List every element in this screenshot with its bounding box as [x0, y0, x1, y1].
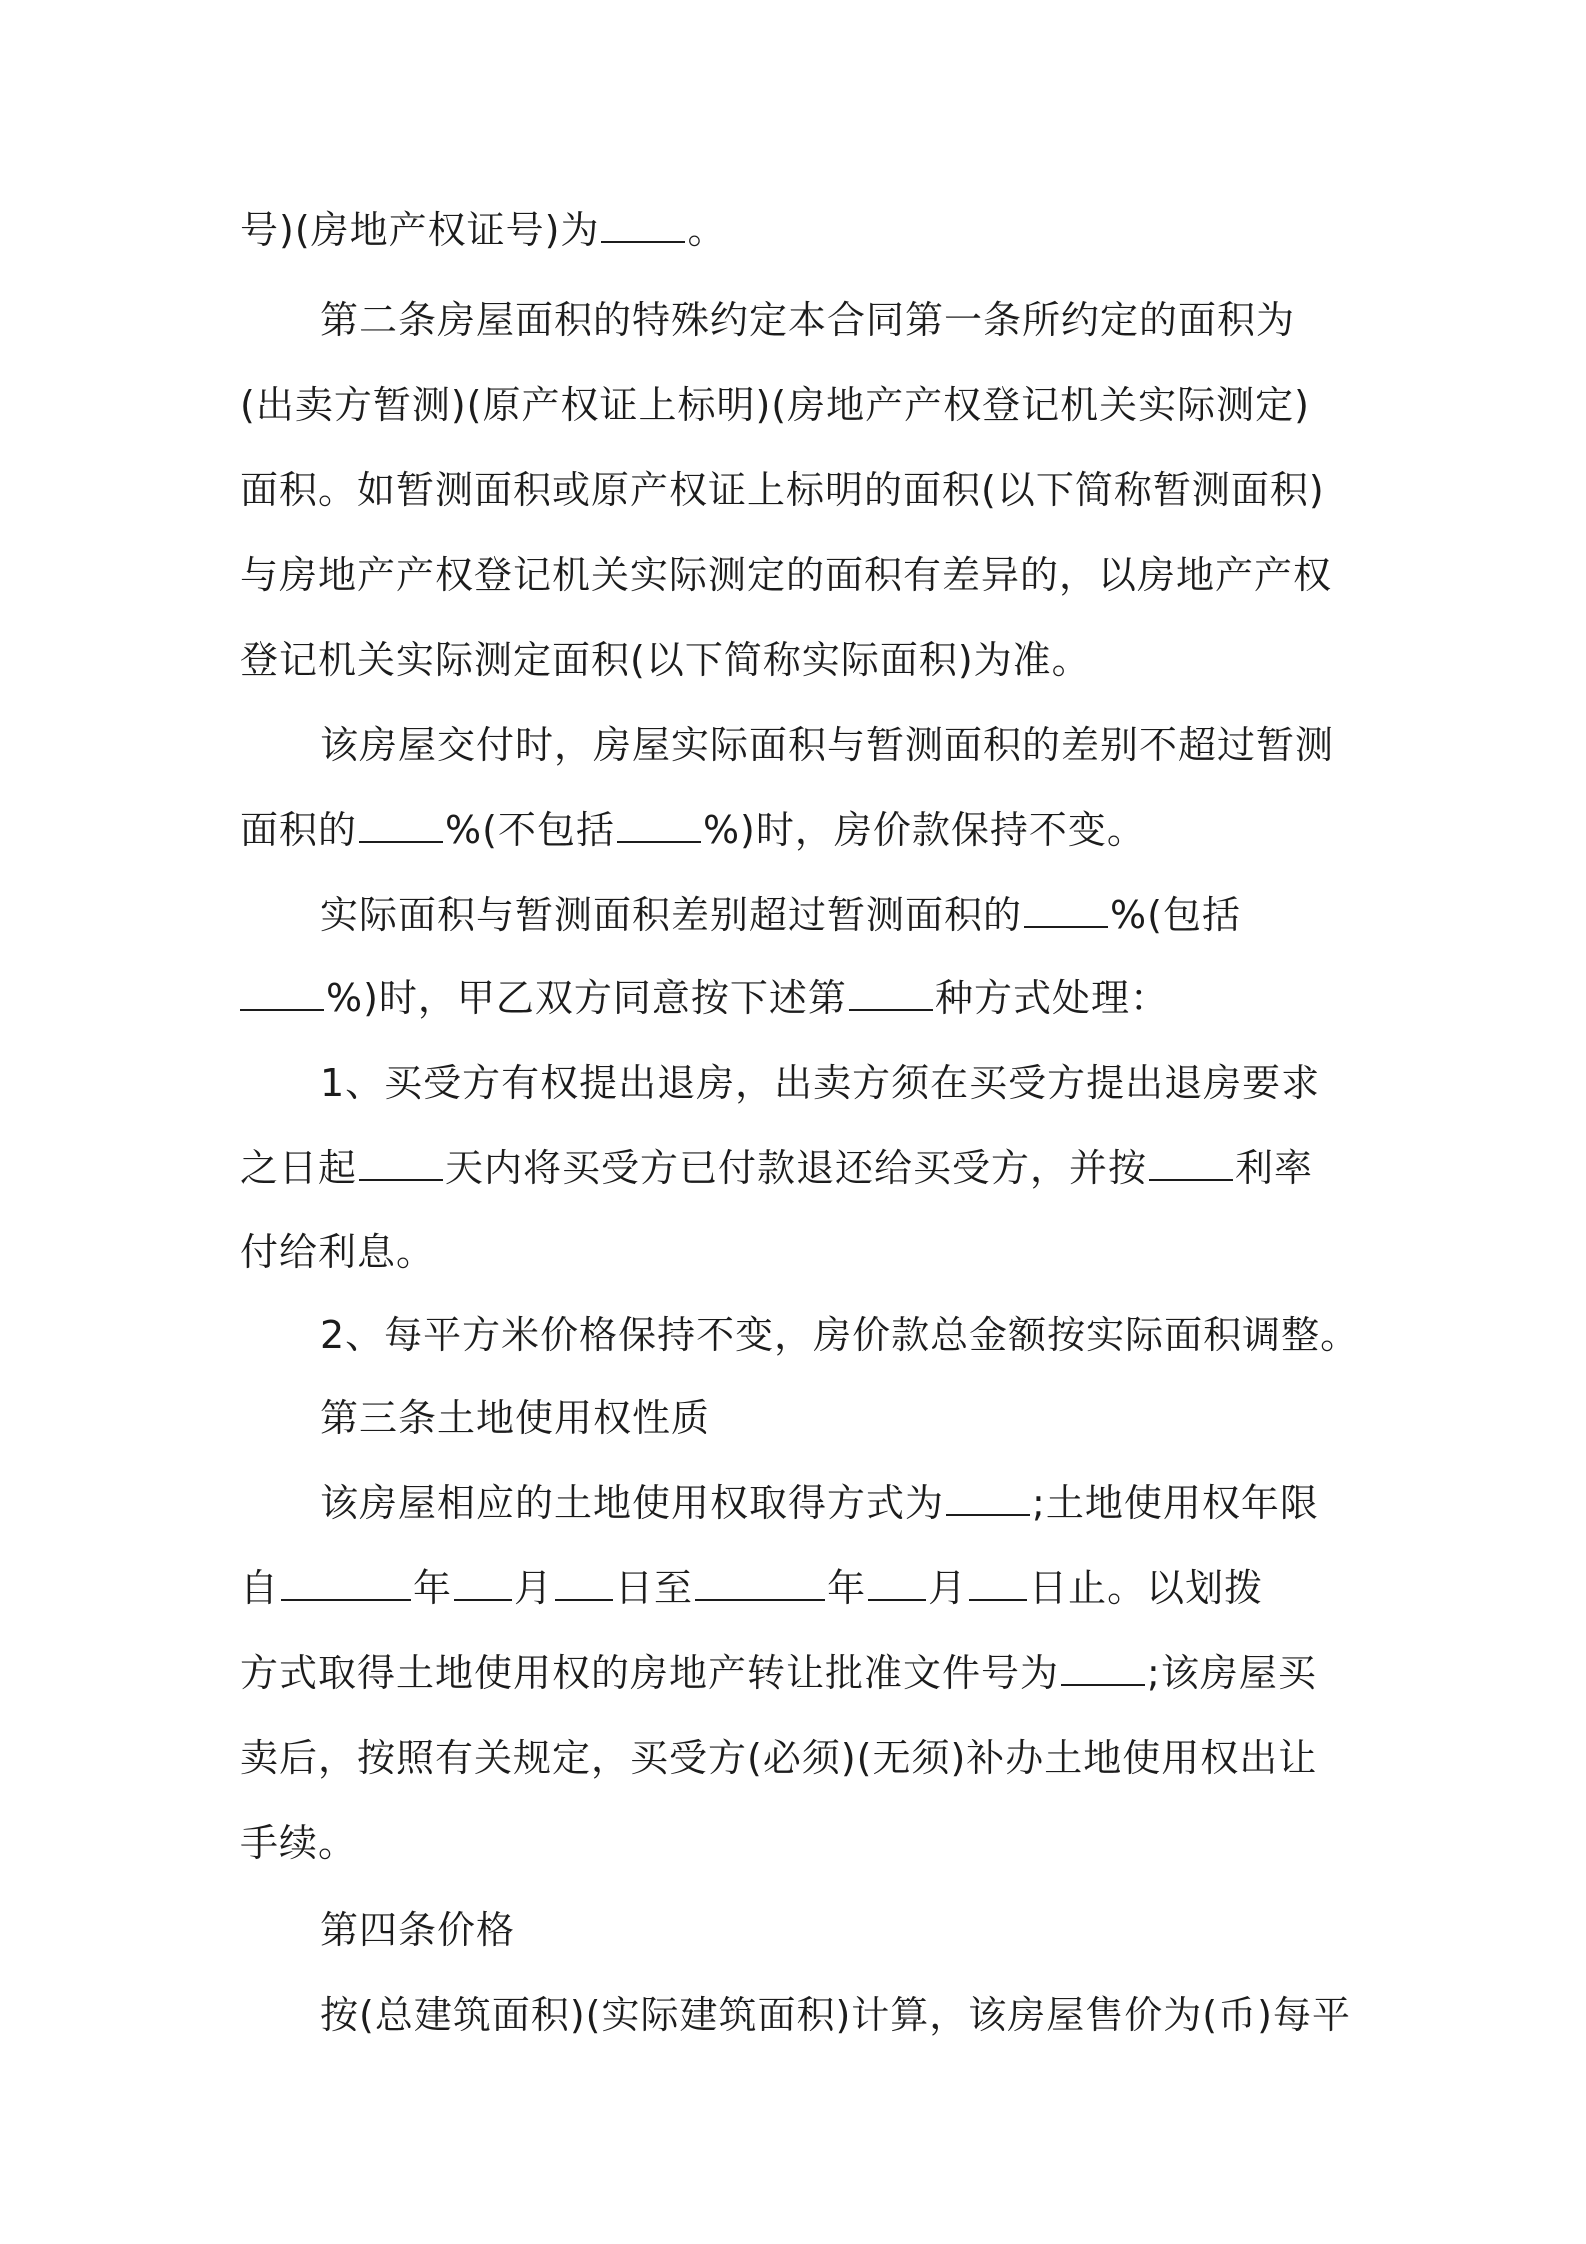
- text-line-19: 卖后，按照有关规定，买受方(必须)(无须)补办土地使用权出让: [240, 1736, 1318, 1780]
- text-line-4: 面积。如暂测面积或原产权证上标明的面积(以下简称暂测面积): [240, 468, 1325, 512]
- text-run: 自: [240, 1566, 280, 1610]
- text-line-14: 2、每平方米价格保持不变，房价款总金额按实际面积调整。: [320, 1313, 1360, 1357]
- blank-field[interactable]: [969, 1565, 1027, 1601]
- text-line-1: [240, 200, 1380, 260]
- text-run: 种方式处理：: [934, 976, 1169, 1020]
- text-run: %(不包括: [445, 808, 615, 852]
- text-run: %)时，房价款保持不变。: [702, 808, 1146, 852]
- blank-field[interactable]: [617, 807, 701, 843]
- text-run: ;该房屋买: [1147, 1651, 1317, 1695]
- text-line-10: [240, 968, 1380, 1028]
- text-line-8: [240, 800, 1380, 860]
- blank-field[interactable]: [1149, 1145, 1233, 1181]
- article-2-heading-line: 第二条房屋面积的特殊约定本合同第一条所约定的面积为: [320, 298, 1296, 342]
- blank-field[interactable]: [359, 1145, 443, 1181]
- blank-field[interactable]: [240, 975, 324, 1011]
- text-run: 利率: [1235, 1146, 1314, 1190]
- text-run: %(包括: [1110, 893, 1241, 937]
- text-run: 面积的: [240, 808, 358, 852]
- blank-field[interactable]: [555, 1565, 613, 1601]
- text-run: 方式取得土地使用权的房地产转让批准文件号为: [240, 1651, 1060, 1695]
- blank-field[interactable]: [601, 207, 685, 243]
- blank-field[interactable]: [1061, 1650, 1145, 1686]
- text-line-3: (出卖方暂测)(原产权证上标明)(房地产产权登记机关实际测定): [240, 383, 1310, 427]
- text-line-22: 按(总建筑面积)(实际建筑面积)计算，该房屋售价为(币)每平: [320, 1993, 1351, 2037]
- text-run: 实际面积与暂测面积差别超过暂测面积的: [320, 893, 1023, 937]
- text-run: 之日起: [240, 1146, 358, 1190]
- text-line-5: 与房地产产权登记机关实际测定的面积有差异的，以房地产产权: [240, 553, 1333, 597]
- text-run: 日至: [615, 1566, 694, 1610]
- text-run: 年: [413, 1566, 453, 1610]
- text-line-11: 1、买受方有权提出退房，出卖方须在买受方提出退房要求: [320, 1061, 1321, 1105]
- text-line-16: [320, 1473, 1400, 1533]
- text-run: 月: [928, 1566, 968, 1610]
- blank-field[interactable]: [946, 1480, 1030, 1516]
- blank-field[interactable]: [454, 1565, 512, 1601]
- blank-field[interactable]: [1024, 892, 1108, 928]
- text-line-17: [240, 1558, 1380, 1618]
- text-line-9: [320, 885, 1400, 945]
- text-run: 天内将买受方已付款退还给买受方，并按: [445, 1146, 1148, 1190]
- text-line-13: 付给利息。: [240, 1230, 436, 1274]
- text-run: 该房屋相应的土地使用权取得方式为: [320, 1481, 945, 1525]
- article-3-heading: 第三条土地使用权性质: [320, 1396, 711, 1440]
- blank-field[interactable]: [281, 1565, 411, 1601]
- text-run: 年: [827, 1566, 867, 1610]
- blank-field[interactable]: [868, 1565, 926, 1601]
- text-run: 日止。以划拨: [1029, 1566, 1264, 1610]
- text-line-18: [240, 1643, 1380, 1703]
- text-run: ;土地使用权年限: [1032, 1481, 1319, 1525]
- blank-field[interactable]: [849, 975, 933, 1011]
- article-4-heading: 第四条价格: [320, 1908, 516, 1952]
- text-run: 。: [687, 208, 727, 252]
- text-line-20: 手续。: [240, 1821, 358, 1865]
- text-line-7: 该房屋交付时，房屋实际面积与暂测面积的差别不超过暂测: [320, 723, 1335, 767]
- blank-field[interactable]: [359, 807, 443, 843]
- text-run: %)时，甲乙双方同意按下述第: [326, 976, 847, 1020]
- text-line-6: 登记机关实际测定面积(以下简称实际面积)为准。: [240, 638, 1091, 682]
- text-run: 月: [514, 1566, 554, 1610]
- text-run: 号)(房地产权证号)为: [240, 208, 600, 252]
- blank-field[interactable]: [695, 1565, 825, 1601]
- text-line-12: [240, 1138, 1380, 1198]
